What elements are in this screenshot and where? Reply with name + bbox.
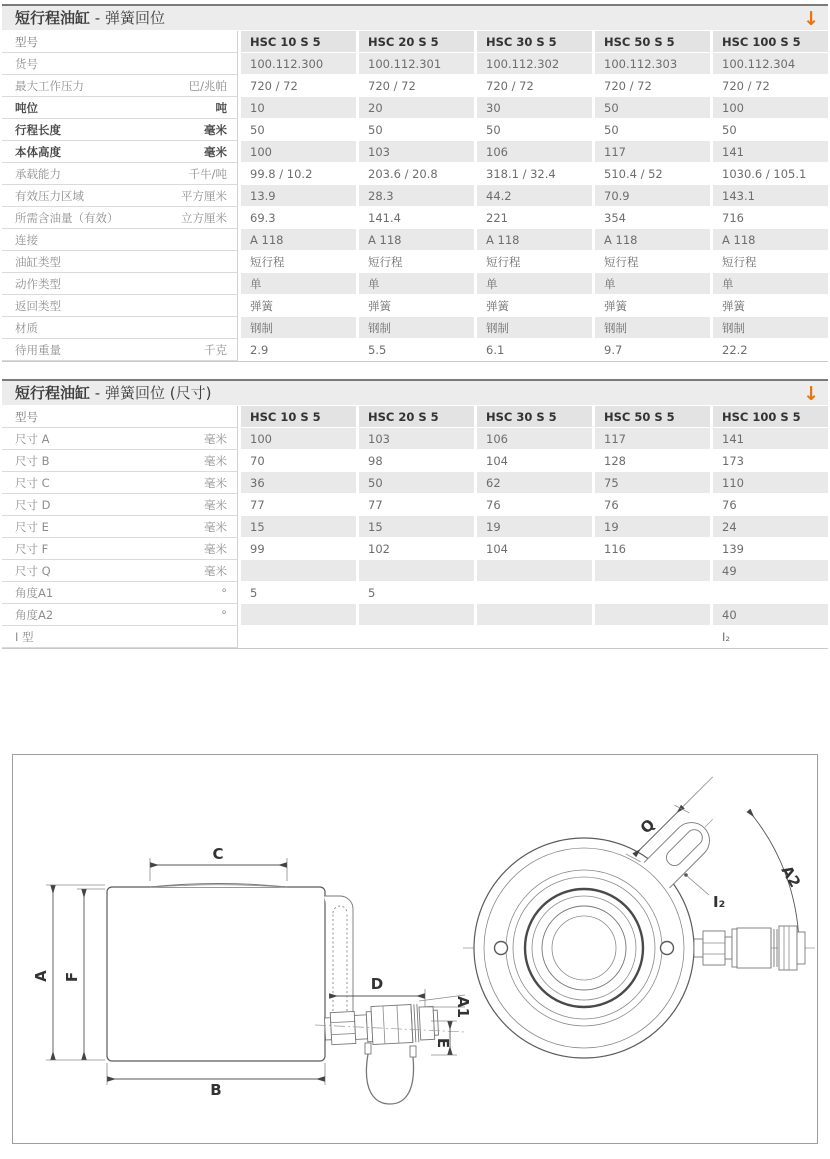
value-cell: 20 bbox=[356, 97, 474, 119]
value-cell: 104 bbox=[474, 450, 592, 472]
value-cell: 单 bbox=[238, 273, 356, 295]
table-row bbox=[2, 472, 828, 494]
row-unit: 毫米 bbox=[204, 122, 227, 137]
column-header-HSC-10-S-5: HSC 10 S 5 bbox=[238, 406, 356, 428]
dim-label-B: B bbox=[210, 1081, 222, 1099]
value-cell: 短行程 bbox=[710, 251, 828, 273]
value-cell: 221 bbox=[474, 207, 592, 229]
value-cell: 77 bbox=[238, 494, 356, 516]
value-cell: 钢制 bbox=[474, 317, 592, 339]
value-cell: 15 bbox=[238, 516, 356, 538]
value-cell: 76 bbox=[592, 494, 710, 516]
value-cell: 13.9 bbox=[238, 185, 356, 207]
row-label: 尺寸 E bbox=[15, 519, 49, 534]
row-unit: 毫米 bbox=[204, 497, 227, 512]
value-cell: 106 bbox=[474, 428, 592, 450]
mounting-hole-left bbox=[495, 942, 508, 955]
dim-label-E: E bbox=[434, 1037, 452, 1049]
spec-table bbox=[2, 31, 828, 361]
table-row bbox=[2, 207, 828, 229]
row-unit: 毫米 bbox=[204, 541, 227, 556]
row-unit: ° bbox=[221, 585, 227, 600]
spec-table bbox=[2, 406, 828, 648]
value-cell bbox=[474, 582, 592, 604]
value-cell: 318.1 / 32.4 bbox=[474, 163, 592, 185]
value-cell: 15 bbox=[356, 516, 474, 538]
value-cell: 5 bbox=[238, 582, 356, 604]
row-label: 尺寸 D bbox=[15, 497, 51, 512]
value-cell bbox=[356, 604, 474, 626]
value-cell bbox=[592, 626, 710, 648]
value-cell: 22.2 bbox=[710, 339, 828, 361]
value-cell: 钢制 bbox=[238, 317, 356, 339]
row-label-cell bbox=[2, 472, 238, 494]
row-label: 最大工作压力 bbox=[15, 78, 84, 93]
table-row bbox=[2, 582, 828, 604]
value-cell: 100 bbox=[710, 97, 828, 119]
value-cell: 116 bbox=[592, 538, 710, 560]
row-label-cell bbox=[2, 538, 238, 560]
row-unit: 毫米 bbox=[204, 144, 227, 159]
table-row bbox=[2, 53, 828, 75]
value-cell bbox=[710, 582, 828, 604]
table-row bbox=[2, 163, 828, 185]
row-label-cell bbox=[2, 339, 238, 361]
table-row bbox=[2, 119, 828, 141]
value-cell: 104 bbox=[474, 538, 592, 560]
value-cell: 50 bbox=[710, 119, 828, 141]
row-label: 所需含油量（有效） bbox=[15, 210, 119, 225]
value-cell: 76 bbox=[474, 494, 592, 516]
column-header-HSC-20-S-5: HSC 20 S 5 bbox=[356, 406, 474, 428]
side-coupler bbox=[324, 1003, 439, 1047]
row-label-cell bbox=[2, 582, 238, 604]
row-label: 尺寸 B bbox=[15, 453, 50, 468]
column-header-HSC-100-S-5: HSC 100 S 5 bbox=[710, 31, 828, 53]
model-header-cell bbox=[2, 406, 238, 428]
row-label-cell bbox=[2, 119, 238, 141]
dim-label-D: D bbox=[370, 975, 384, 993]
column-header-HSC-30-S-5: HSC 30 S 5 bbox=[474, 406, 592, 428]
jump-down-arrow-icon[interactable]: ↓ bbox=[803, 8, 819, 30]
row-label: 承载能力 bbox=[15, 166, 61, 181]
table-title-main: 短行程油缸 bbox=[15, 9, 91, 27]
value-cell: 720 / 72 bbox=[474, 75, 592, 97]
table-row bbox=[2, 185, 828, 207]
value-cell: I₂ bbox=[710, 626, 828, 648]
row-label-cell bbox=[2, 75, 238, 97]
value-cell: 24 bbox=[710, 516, 828, 538]
value-cell: 720 / 72 bbox=[710, 75, 828, 97]
value-cell: 弹簧 bbox=[710, 295, 828, 317]
value-cell: 70.9 bbox=[592, 185, 710, 207]
value-cell: 弹簧 bbox=[592, 295, 710, 317]
row-label: 尺寸 C bbox=[15, 475, 50, 490]
table-row bbox=[2, 626, 828, 648]
jump-down-arrow-icon[interactable]: ↓ bbox=[803, 383, 819, 405]
value-cell: 110 bbox=[710, 472, 828, 494]
value-cell: 50 bbox=[592, 119, 710, 141]
value-cell: 9.7 bbox=[592, 339, 710, 361]
row-label: 待用重量 bbox=[15, 342, 61, 357]
dim-label-A2: A2 bbox=[777, 862, 805, 891]
column-header-HSC-100-S-5: HSC 100 S 5 bbox=[710, 406, 828, 428]
side-view bbox=[32, 845, 472, 1104]
value-cell: 钢制 bbox=[592, 317, 710, 339]
row-label-cell bbox=[2, 163, 238, 185]
table-title-bar bbox=[2, 4, 828, 30]
row-label-cell bbox=[2, 626, 238, 648]
row-label: 有效压力区域 bbox=[15, 188, 84, 203]
value-cell: 76 bbox=[710, 494, 828, 516]
value-cell: 62 bbox=[474, 472, 592, 494]
row-label: 动作类型 bbox=[15, 276, 61, 291]
row-unit: 毫米 bbox=[204, 431, 227, 446]
value-cell: 19 bbox=[592, 516, 710, 538]
value-cell: 30 bbox=[474, 97, 592, 119]
row-label-cell bbox=[2, 494, 238, 516]
row-label-cell bbox=[2, 97, 238, 119]
table-row bbox=[2, 450, 828, 472]
front-view bbox=[463, 763, 815, 1058]
model-header-cell bbox=[2, 31, 238, 53]
value-cell: 69.3 bbox=[238, 207, 356, 229]
row-unit: 千克 bbox=[204, 342, 227, 357]
table-row bbox=[2, 538, 828, 560]
value-cell: 720 / 72 bbox=[592, 75, 710, 97]
value-cell: 28.3 bbox=[356, 185, 474, 207]
table-title-suffix: - 弹簧回位 bbox=[90, 9, 165, 27]
value-cell: 钢制 bbox=[710, 317, 828, 339]
row-unit: ° bbox=[221, 607, 227, 622]
row-label: 尺寸 A bbox=[15, 431, 50, 446]
value-cell: 短行程 bbox=[474, 251, 592, 273]
column-header-HSC-20-S-5: HSC 20 S 5 bbox=[356, 31, 474, 53]
header-row bbox=[2, 31, 828, 53]
row-label: 尺寸 F bbox=[15, 541, 49, 556]
row-unit: 毫米 bbox=[204, 475, 227, 490]
value-cell: 203.6 / 20.8 bbox=[356, 163, 474, 185]
value-cell: 40 bbox=[710, 604, 828, 626]
row-label: 油缸类型 bbox=[15, 254, 61, 269]
table-title-main: 短行程油缸 bbox=[15, 384, 91, 402]
row-label: 货号 bbox=[15, 56, 38, 71]
row-label-cell bbox=[2, 229, 238, 251]
table-row bbox=[2, 75, 828, 97]
row-label: 尺寸 Q bbox=[15, 563, 51, 578]
value-cell: 354 bbox=[592, 207, 710, 229]
column-header-HSC-30-S-5: HSC 30 S 5 bbox=[474, 31, 592, 53]
value-cell: 117 bbox=[592, 141, 710, 163]
value-cell bbox=[474, 604, 592, 626]
value-cell: 单 bbox=[710, 273, 828, 295]
value-cell: 100.112.303 bbox=[592, 53, 710, 75]
row-label-cell bbox=[2, 295, 238, 317]
value-cell: A 118 bbox=[474, 229, 592, 251]
value-cell: 100.112.301 bbox=[356, 53, 474, 75]
row-label-cell bbox=[2, 516, 238, 538]
value-cell bbox=[592, 582, 710, 604]
dim-label-Q: Q bbox=[636, 815, 659, 838]
table-row bbox=[2, 295, 828, 317]
lug-side-outline bbox=[324, 896, 353, 1013]
value-cell: 短行程 bbox=[238, 251, 356, 273]
value-cell: 106 bbox=[474, 141, 592, 163]
row-unit: 吨 bbox=[215, 100, 227, 115]
row-label: 角度A2 bbox=[15, 607, 54, 622]
value-cell: 36 bbox=[238, 472, 356, 494]
row-label-cell bbox=[2, 450, 238, 472]
value-cell: 70 bbox=[238, 450, 356, 472]
value-cell bbox=[356, 560, 474, 582]
row-label-cell bbox=[2, 317, 238, 339]
value-cell: 弹簧 bbox=[238, 295, 356, 317]
table-row bbox=[2, 273, 828, 295]
value-cell: 143.1 bbox=[710, 185, 828, 207]
row-label-cell bbox=[2, 53, 238, 75]
row-unit: 平方厘米 bbox=[181, 188, 227, 203]
row-unit: 毫米 bbox=[204, 519, 227, 534]
table-title-suffix: - 弹簧回位 (尺寸) bbox=[90, 384, 212, 402]
table-title-bar bbox=[2, 379, 828, 405]
value-cell: 5 bbox=[356, 582, 474, 604]
value-cell: 5.5 bbox=[356, 339, 474, 361]
value-cell: 50 bbox=[356, 119, 474, 141]
value-cell: 钢制 bbox=[356, 317, 474, 339]
value-cell: 173 bbox=[710, 450, 828, 472]
model-header-label: 型号 bbox=[15, 409, 38, 424]
row-label: 材质 bbox=[15, 320, 38, 335]
value-cell: 100.112.304 bbox=[710, 53, 828, 75]
table-row bbox=[2, 317, 828, 339]
table-row bbox=[2, 141, 828, 163]
row-unit: 毫米 bbox=[204, 563, 227, 578]
row-unit: 毫米 bbox=[204, 453, 227, 468]
value-cell: 77 bbox=[356, 494, 474, 516]
value-cell bbox=[356, 626, 474, 648]
row-label-cell bbox=[2, 604, 238, 626]
value-cell: 单 bbox=[592, 273, 710, 295]
value-cell: 141.4 bbox=[356, 207, 474, 229]
row-label: 角度A1 bbox=[15, 585, 54, 600]
value-cell: 99.8 / 10.2 bbox=[238, 163, 356, 185]
value-cell: 102 bbox=[356, 538, 474, 560]
value-cell: 100 bbox=[238, 141, 356, 163]
table-row bbox=[2, 251, 828, 273]
spec-table-block-1 bbox=[2, 379, 828, 649]
value-cell: 100.112.302 bbox=[474, 53, 592, 75]
row-label-cell bbox=[2, 251, 238, 273]
cylinder-body-outline bbox=[107, 887, 325, 1061]
technical-drawing bbox=[13, 755, 817, 1143]
row-label: 行程长度 bbox=[15, 122, 61, 137]
value-cell: 99 bbox=[238, 538, 356, 560]
dim-label-A: A bbox=[32, 970, 50, 982]
front-coupler bbox=[694, 926, 805, 970]
value-cell: 103 bbox=[356, 428, 474, 450]
row-label: 连接 bbox=[15, 232, 38, 247]
value-cell: 117 bbox=[592, 428, 710, 450]
value-cell bbox=[474, 626, 592, 648]
row-unit: 千牛/吨 bbox=[188, 166, 227, 181]
value-cell bbox=[592, 604, 710, 626]
table-row bbox=[2, 428, 828, 450]
row-label-cell bbox=[2, 141, 238, 163]
value-cell: 50 bbox=[238, 119, 356, 141]
table-row bbox=[2, 516, 828, 538]
value-cell: 10 bbox=[238, 97, 356, 119]
row-label-cell bbox=[2, 428, 238, 450]
model-header-label: 型号 bbox=[15, 34, 38, 49]
value-cell: 6.1 bbox=[474, 339, 592, 361]
value-cell: 50 bbox=[592, 97, 710, 119]
value-cell bbox=[238, 626, 356, 648]
value-cell: 720 / 72 bbox=[238, 75, 356, 97]
column-header-HSC-50-S-5: HSC 50 S 5 bbox=[592, 406, 710, 428]
value-cell: 弹簧 bbox=[474, 295, 592, 317]
value-cell bbox=[592, 560, 710, 582]
row-label-cell bbox=[2, 560, 238, 582]
table-row bbox=[2, 97, 828, 119]
value-cell: A 118 bbox=[592, 229, 710, 251]
technical-drawing-panel bbox=[12, 754, 818, 1144]
value-cell bbox=[238, 560, 356, 582]
value-cell: 139 bbox=[710, 538, 828, 560]
value-cell bbox=[474, 560, 592, 582]
value-cell: 141 bbox=[710, 428, 828, 450]
value-cell: 128 bbox=[592, 450, 710, 472]
value-cell: 720 / 72 bbox=[356, 75, 474, 97]
value-cell bbox=[238, 604, 356, 626]
value-cell: 50 bbox=[474, 119, 592, 141]
row-label: 吨位 bbox=[15, 100, 38, 115]
value-cell: 100 bbox=[238, 428, 356, 450]
value-cell: 2.9 bbox=[238, 339, 356, 361]
value-cell: A 118 bbox=[238, 229, 356, 251]
value-cell: 716 bbox=[710, 207, 828, 229]
header-row bbox=[2, 406, 828, 428]
value-cell: 1030.6 / 105.1 bbox=[710, 163, 828, 185]
row-unit: 立方厘米 bbox=[181, 210, 227, 225]
value-cell: 510.4 / 52 bbox=[592, 163, 710, 185]
table-row bbox=[2, 339, 828, 361]
value-cell: A 118 bbox=[710, 229, 828, 251]
spec-table-block-0 bbox=[2, 4, 828, 362]
value-cell: 短行程 bbox=[356, 251, 474, 273]
row-label-cell bbox=[2, 207, 238, 229]
mounting-hole-right bbox=[661, 942, 674, 955]
row-label: 返回类型 bbox=[15, 298, 61, 313]
value-cell: 短行程 bbox=[592, 251, 710, 273]
table-row bbox=[2, 604, 828, 626]
row-label: I 型 bbox=[15, 629, 34, 644]
table-row bbox=[2, 494, 828, 516]
value-cell: 49 bbox=[710, 560, 828, 582]
row-label-cell bbox=[2, 185, 238, 207]
row-unit: 巴/兆帕 bbox=[188, 78, 227, 93]
dim-label-F: F bbox=[63, 971, 81, 983]
dim-label-A1: A1 bbox=[454, 995, 472, 1019]
value-cell: 75 bbox=[592, 472, 710, 494]
value-cell: 141 bbox=[710, 141, 828, 163]
column-header-HSC-50-S-5: HSC 50 S 5 bbox=[592, 31, 710, 53]
table-row bbox=[2, 560, 828, 582]
value-cell: 98 bbox=[356, 450, 474, 472]
value-cell: 19 bbox=[474, 516, 592, 538]
row-label-cell bbox=[2, 273, 238, 295]
value-cell: A 118 bbox=[356, 229, 474, 251]
dim-label-C: C bbox=[212, 845, 224, 863]
table-row bbox=[2, 229, 828, 251]
value-cell: 44.2 bbox=[474, 185, 592, 207]
row-label: 本体高度 bbox=[15, 144, 61, 159]
value-cell: 单 bbox=[474, 273, 592, 295]
value-cell: 103 bbox=[356, 141, 474, 163]
column-header-HSC-10-S-5: HSC 10 S 5 bbox=[238, 31, 356, 53]
value-cell: 弹簧 bbox=[356, 295, 474, 317]
value-cell: 100.112.300 bbox=[238, 53, 356, 75]
dim-label-I2: I₂ bbox=[713, 893, 726, 911]
value-cell: 单 bbox=[356, 273, 474, 295]
value-cell: 50 bbox=[356, 472, 474, 494]
